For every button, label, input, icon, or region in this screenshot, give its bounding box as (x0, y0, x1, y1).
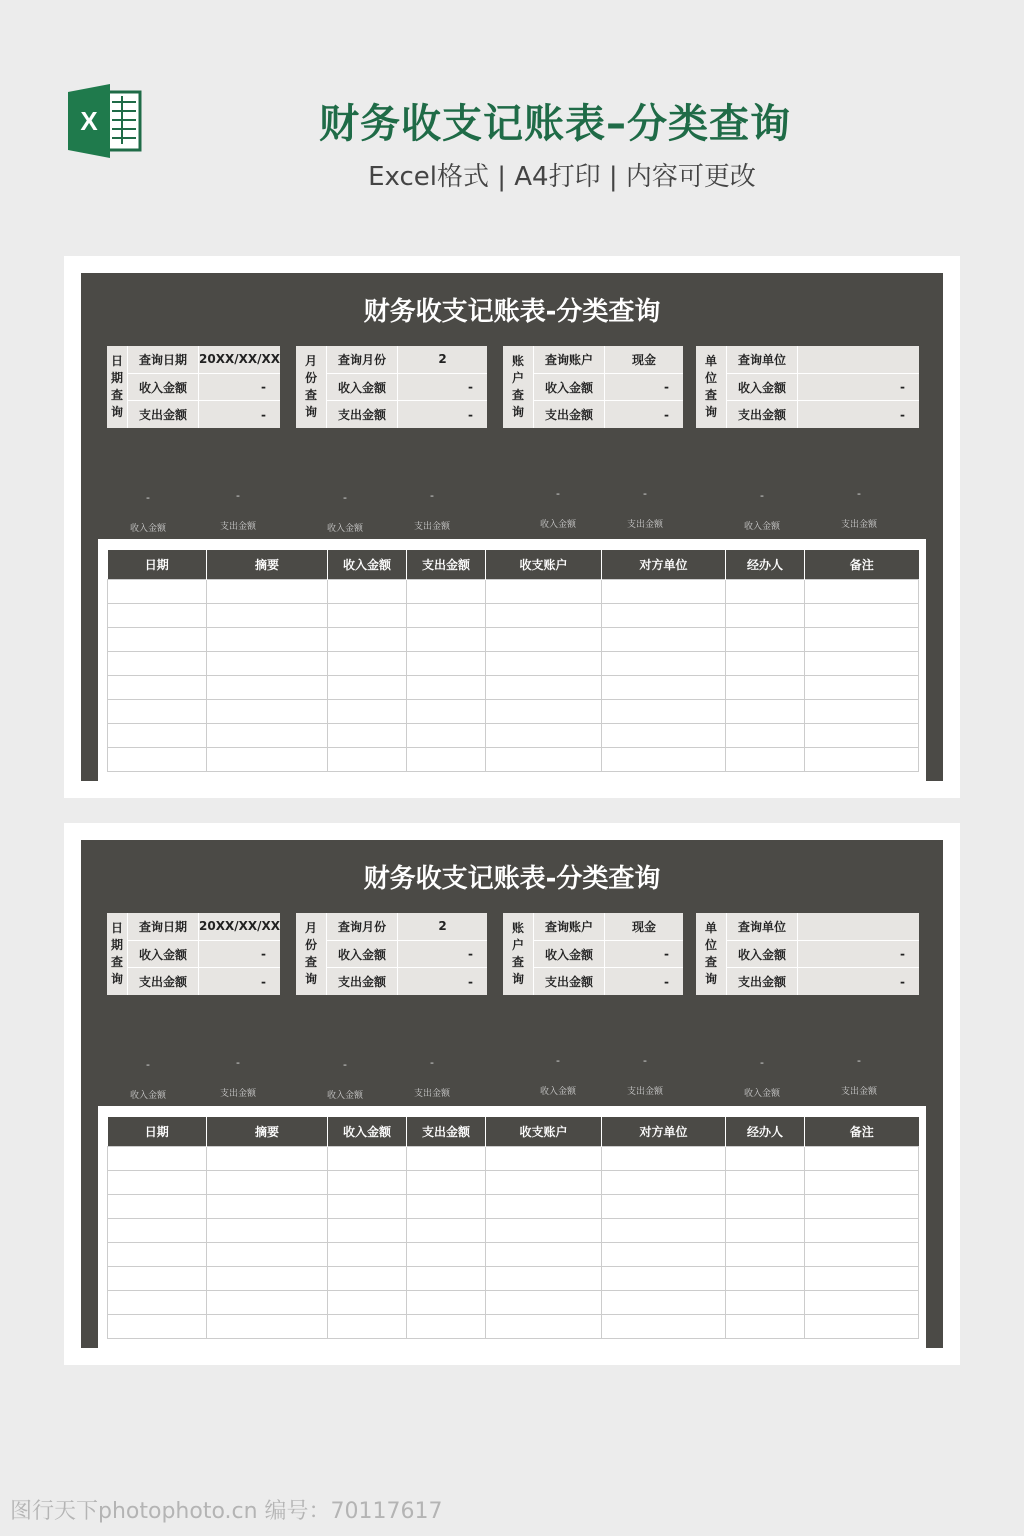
table-row (108, 1147, 919, 1171)
stat-item: - 支出金额 (840, 1054, 877, 1097)
col-header-summary: 摘要 (207, 1117, 328, 1147)
excel-logo-letter: X (80, 106, 98, 136)
account-query-box (503, 346, 683, 428)
query-date-value[interactable]: 20XX/XX/XX (199, 352, 280, 367)
ledger-table (107, 1117, 919, 1339)
query-row: 收入金额 - (327, 374, 487, 402)
col-header-income: 收入金额 (328, 1117, 407, 1147)
table-row (108, 1267, 919, 1291)
query-row: 收入金额 - (534, 941, 683, 969)
unit-query-label: 单 位 查 询 (696, 346, 727, 428)
stat-item: - 收入金额 (129, 491, 166, 534)
query-row: 收入金额 - (128, 941, 280, 969)
table-row (108, 700, 919, 724)
account-query-box (503, 913, 683, 995)
table-row (108, 1171, 919, 1195)
query-row: 收入金额 - (534, 374, 683, 402)
table-row (108, 628, 919, 652)
stat-item: - 收入金额 (539, 487, 576, 530)
table-row (108, 748, 919, 772)
unit-query-box (696, 913, 919, 995)
page-title: 财务收支记账表–分类查询 (319, 101, 791, 147)
query-row: 查询月份 2 (327, 346, 487, 374)
date-query-label: 日 期 查 询 (107, 346, 128, 428)
table-row (108, 1243, 919, 1267)
month-query-box (296, 913, 487, 995)
query-row: 支出金额 - (727, 968, 919, 995)
query-month-value[interactable]: 2 (438, 919, 447, 934)
col-header-expense: 支出金额 (407, 1117, 486, 1147)
col-header-expense: 支出金额 (407, 550, 486, 580)
account-query-label: 账 户 查 询 (503, 913, 534, 995)
stat-item: - 支出金额 (626, 1054, 663, 1097)
sheet-title: 财务收支记账表-分类查询 (363, 297, 661, 327)
ledger-table-panel (98, 539, 926, 781)
table-row (108, 604, 919, 628)
query-date-value[interactable]: 20XX/XX/XX (199, 919, 280, 934)
query-row: 查询账户 现金 (534, 913, 683, 941)
query-row: 支出金额 - (128, 401, 280, 428)
col-header-handler: 经办人 (726, 550, 805, 580)
table-row (108, 652, 919, 676)
ledger-table-panel (98, 1106, 926, 1348)
query-row: 支出金额 - (128, 968, 280, 995)
stat-item: - 收入金额 (539, 1054, 576, 1097)
query-account-value[interactable]: 现金 (631, 919, 656, 934)
unit-query-label: 单 位 查 询 (696, 913, 727, 995)
month-query-box (296, 346, 487, 428)
query-row: 支出金额 - (327, 968, 487, 995)
query-row: 查询单位 (727, 346, 919, 374)
query-row: 支出金额 - (534, 968, 683, 995)
stat-item: - 支出金额 (626, 487, 663, 530)
stat-item: - 支出金额 (840, 487, 877, 530)
query-unit-value[interactable] (798, 346, 919, 373)
sheet-area (81, 273, 943, 781)
date-query-label: 日 期 查 询 (107, 913, 128, 995)
query-row: 支出金额 - (327, 401, 487, 428)
unit-query-box (696, 346, 919, 428)
table-row (108, 1219, 919, 1243)
query-row: 支出金额 - (534, 401, 683, 428)
table-row (108, 1195, 919, 1219)
stat-item: - 支出金额 (219, 1056, 256, 1099)
query-row: 收入金额 - (327, 941, 487, 969)
query-row: 收入金额 - (727, 374, 919, 402)
table-row (108, 1315, 919, 1339)
table-header-row (108, 1117, 919, 1147)
stat-item: - 收入金额 (326, 1058, 363, 1101)
table-row (108, 1291, 919, 1315)
month-query-label: 月 份 查 询 (296, 913, 327, 995)
stat-item: - 收入金额 (326, 491, 363, 534)
query-unit-value[interactable] (798, 913, 919, 940)
table-header-row (108, 550, 919, 580)
month-query-label: 月 份 查 询 (296, 346, 327, 428)
stat-item: - 支出金额 (413, 1056, 450, 1099)
query-account-value[interactable]: 现金 (631, 352, 656, 367)
col-header-counterparty: 对方单位 (602, 1117, 726, 1147)
stat-item: - 收入金额 (743, 1056, 780, 1099)
table-row (108, 676, 919, 700)
stat-item: - 支出金额 (219, 489, 256, 532)
ledger-table (107, 550, 919, 772)
stat-item: - 收入金额 (129, 1058, 166, 1101)
query-row: 收入金额 - (727, 941, 919, 969)
query-row: 查询月份 2 (327, 913, 487, 941)
col-header-notes: 备注 (805, 1117, 919, 1147)
query-row: 查询日期 20XX/XX/XX (128, 913, 280, 941)
sheet-title: 财务收支记账表-分类查询 (363, 864, 661, 894)
col-header-handler: 经办人 (726, 1117, 805, 1147)
stat-item: - 支出金额 (413, 489, 450, 532)
query-row: 查询账户 现金 (534, 346, 683, 374)
query-row: 收入金额 - (128, 374, 280, 402)
stat-item: - 收入金额 (743, 489, 780, 532)
page-subtitle: Excel格式 | A4打印 | 内容可更改 (368, 162, 756, 192)
col-header-notes: 备注 (805, 550, 919, 580)
watermark-text: 图行天下photophoto.cn 编号：70117617 (10, 1499, 443, 1524)
col-header-date: 日期 (108, 1117, 207, 1147)
col-header-income: 收入金额 (328, 550, 407, 580)
date-query-box (107, 346, 280, 428)
sheet-preview-card (64, 823, 960, 1365)
table-row (108, 580, 919, 604)
col-header-summary: 摘要 (207, 550, 328, 580)
account-query-label: 账 户 查 询 (503, 346, 534, 428)
table-row (108, 724, 919, 748)
sheet-preview-card (64, 256, 960, 798)
col-header-counterparty: 对方单位 (602, 550, 726, 580)
sheet-area (81, 840, 943, 1348)
query-row: 支出金额 - (727, 401, 919, 428)
query-row: 查询单位 (727, 913, 919, 941)
col-header-account: 收支账户 (486, 1117, 602, 1147)
query-row: 查询日期 20XX/XX/XX (128, 346, 280, 374)
query-month-value[interactable]: 2 (438, 352, 447, 367)
col-header-account: 收支账户 (486, 550, 602, 580)
date-query-box (107, 913, 280, 995)
col-header-date: 日期 (108, 550, 207, 580)
